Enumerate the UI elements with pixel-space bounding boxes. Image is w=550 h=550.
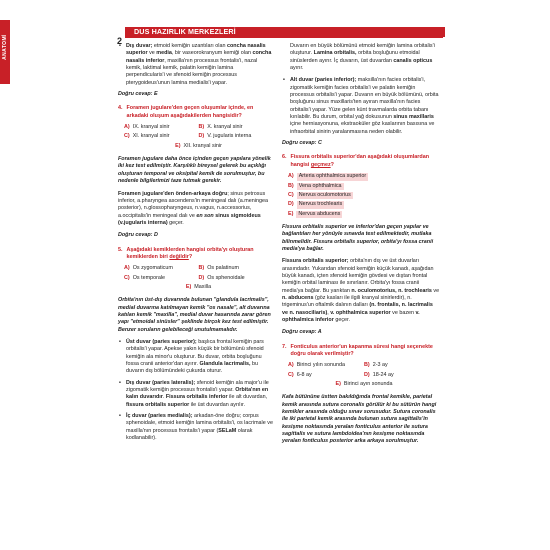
text: bu duvarın dış bölümündeki çukurda oturur.: [126, 361, 258, 375]
text: ayırır.: [290, 65, 304, 72]
page-number: 2: [117, 36, 123, 46]
question-text: [127, 247, 274, 262]
text: arkadan-öne doğru; corpus sphenoidale, etmoid kemiğin lamina orbitalis'i, os lacrimale ve maxilla'nın processus frontalis'i yapar (: [126, 413, 273, 434]
option-text: V. jugularis interna: [207, 133, 252, 140]
explanation-q4-intro: Foramen jugulare daha önce içinden geçen yapılara yönelik iki kez test edilmiştir. Karşılıklı bireysel gelerek bu açıklığı oluşturan temporal ve oksipital kemik de sorulmuştur, bu nedenle bilgilerimizi taze tutmak gerekir.: [118, 156, 271, 185]
option-c: [124, 275, 199, 282]
question-text: [291, 154, 441, 169]
option-d: [199, 275, 274, 282]
question-5: [118, 247, 273, 262]
option-letter: A): [288, 173, 294, 180]
option-letter: D): [288, 201, 294, 208]
option-b: [199, 124, 274, 131]
text: orbita boşluğunu etmoidal sinüslerden ayırır. İç duvarın, üst duvardan: [290, 50, 420, 64]
question-text-part: Fissura orbitalis superior'dan aşağıdaki oluşumlardan hangisi: [290, 154, 429, 168]
answer-q5: Doğru cevap: C: [282, 140, 322, 147]
question-7: [282, 344, 440, 359]
option-text: Birinci yılın sonunda: [296, 362, 345, 369]
option-b: [288, 183, 440, 190]
bold-term: (n. frontalis, n. lacrimalis ve n. nasociliaris): [282, 302, 433, 316]
bold-term: Fissura orbitalis inferior: [165, 394, 228, 401]
text: , maxilla'nın processus frontalis'i, nazal kemik, laktimal kemik, palatin kemiğin lamina perpendicularis'i ve sfenoid kemiğin processus pterygoideus'unun lamina medialis'i yapar.: [126, 57, 258, 86]
option-text: 6-8 ay: [296, 371, 312, 378]
header-title: DUS HAZIRLIK MERKEZLERİ: [134, 27, 236, 36]
option-letter: B): [364, 362, 370, 369]
bullet-ic-duvar: [118, 413, 273, 442]
option-c: [288, 372, 364, 379]
text: ve bazen: [390, 309, 416, 316]
bold-term: media: [156, 50, 172, 57]
option-d: [364, 372, 440, 379]
option-letter: C): [124, 274, 130, 281]
option-letter: E): [175, 142, 181, 149]
text: Duvarın en büyük bölümünü etmoid kemiğin lamina orbitalis'i oluşturur.: [290, 43, 435, 57]
italic-term: en son: [196, 212, 214, 219]
bullet-label: İç duvar (paries medialis);: [126, 413, 193, 420]
bold-term: Lamina orbitalis,: [313, 50, 357, 57]
option-a: [124, 124, 199, 131]
options-q5: [118, 265, 273, 291]
question-number: 5.: [118, 246, 123, 253]
option-text: Birinci ayın sonunda: [343, 381, 393, 388]
bold-term: Fissura orbitalis superior;: [282, 258, 349, 265]
bold-term: Glandula lacrimalis,: [199, 361, 251, 368]
option-text-highlighted: Nervus oculomotorius: [298, 191, 351, 198]
option-letter: C): [124, 133, 130, 140]
text: ; sinus petrosus inferior, a.pharyngea ascendens'in meningeal dalı (a.meningea posterior), n.glossopharyngeus, n.vagus, n.accessorius, a.occipitalis'in meningeal dalı ve: [118, 190, 268, 219]
option-text-highlighted: Vena ophthalmica: [298, 182, 342, 189]
bold-term: n. oculomotorius, n. trochlearis: [351, 287, 432, 294]
side-tab: [0, 20, 10, 84]
option-text: Os zygomaticum: [132, 265, 173, 272]
text: ve: [431, 287, 440, 294]
text: orbita'nın dış ve üst duvarları arasındadır. Yukarıdan sfenoid kemiğin küçük kanadı, aşağıdan büyük kanadı, içten sfenoid kemiğin gövdesi ve dıştan frontal kemiğin orbital laminası ile sınırlanır. Orbita'yı fossa cranii media'ya bağlar. Bu yarıktan: [282, 258, 434, 294]
option-letter: E): [335, 381, 341, 388]
option-letter: D): [198, 133, 205, 140]
bullet-ust-duvar: [118, 339, 273, 376]
options-q4: [118, 124, 273, 150]
question-text: Foramen jugulare'den geçen oluşumlar içinde, en arkadaki oluşum aşağıdakilerden hangisidir?: [126, 105, 254, 119]
bold-term: concha nasalis inferior: [126, 50, 272, 64]
option-c: [124, 133, 199, 140]
option-letter: E): [288, 210, 294, 217]
option-text: Os palatinum: [207, 265, 239, 272]
bold-term: sinus sigmoideus (v.jugularis interna): [118, 212, 261, 226]
explanation-q4-detail: [118, 191, 273, 228]
bullet-dis-duvar-lateralis: [118, 380, 273, 409]
option-e: [186, 284, 211, 291]
option-a: [288, 173, 440, 180]
text: sfenoid kemiğin ala major'u ile zigomatik kemiğin processus frontalis'i yapar.: [126, 379, 269, 394]
option-a: [288, 362, 364, 369]
left-column: [118, 43, 273, 446]
explanation-q5-intro: Orbita'nın üst-dış duvarında bulunan "glandula lacrimalis", medial duvarına katılmayan kemik "os nasale", alt duvarına katılan kemik "maxilla", medial duvar hasarında zarar gören yapı "etmoidal sinüsler" şeklinde birçok kez test edilmiştir. Benzer soruların gelebileceği unutulmamalıdır.: [118, 297, 271, 333]
question-text-part: ?: [188, 253, 193, 260]
text: (göz kasları ile ilgili kranyal sinirlerdir), n. trigeminus'un oftalmik dalının dalları: [282, 294, 412, 309]
question-text-underlined: geçmez: [310, 161, 331, 168]
options-q7: [282, 362, 440, 388]
option-e: [336, 381, 393, 388]
bullet-label: Dış duvar;: [126, 43, 153, 49]
option-e: [288, 211, 440, 218]
right-column: [282, 43, 440, 451]
option-letter: D): [364, 371, 370, 378]
answer-q4: Doğru cevap: D: [118, 232, 158, 239]
option-d: [288, 201, 440, 208]
bold-term: v. ophthalmica inferior: [282, 309, 420, 323]
text: , bir vaseorokranyum kemiği olan: [171, 50, 253, 57]
text: başlıca frontal kemiğin pars orbitalis'i yapar. Apekse yakın küçük bir bölümünü sfenoid kemiğin ala minor'u oluşturur. Bu duvar, orbita boşluğunu fossa cranii anterior'dan ayırır.: [126, 339, 264, 368]
explanation-q6-detail: [282, 258, 440, 324]
text: içine herniasyonuna, ekstraoküler göz kaslarının basısına ve infraorbital sinirin yaralanmasına neden olabilir.: [290, 121, 435, 135]
text: .: [162, 394, 166, 401]
option-c: [288, 192, 440, 199]
answer-q6: Doğru cevap: A: [282, 329, 322, 336]
option-text: XII. kranyal sinir: [183, 142, 222, 149]
option-text: XI. kranyal sinir: [132, 133, 170, 140]
explanation-q6-intro: Fissura orbitalis superior ve inferior'dan geçen yapılar ve bağlantıları her yönüyle sınavda test edilmektedir, mutlaka bilinmelidir. Fissura orbitalis superior, orbita'yı fossa cranii media'ya bağlar.: [282, 223, 434, 252]
bullet-alt-duvar: [282, 77, 440, 136]
bold-term: v. ophthalmica superior: [330, 309, 391, 316]
bold-term: concha nasalis superior: [126, 43, 266, 57]
text: ,: [327, 309, 331, 316]
question-number: 4.: [118, 105, 123, 112]
text: ile üst duvardan ayrılır.: [189, 401, 245, 408]
bold-term: fissura orbitalis superior: [126, 401, 190, 408]
option-d: [199, 133, 274, 140]
text: maksilla'nın facies orbitalis'i, zigomatik kemiğin facies orbitalis'i ve palatin kemiğin processus orbitalis'i yapar. Duvarın en büyük bölümünü, orbita boşluğunu sinus maxillaris'ten ayıran maxilla'nın facies orbitalis'i yapar. Yüze gelen künt travmalarda orbita tabanı kırılabilir. Bu durum, orbital yağ dokusunun: [290, 77, 439, 121]
option-text: IX. kranyal sinir: [132, 124, 170, 131]
option-text: X. kranyal sinir: [207, 124, 243, 131]
option-text-highlighted: Nervus trochlearis: [298, 201, 343, 208]
question-text-part: Aşağıdaki kemiklerden hangisi orbita'yı oluşturan kemiklerden biri: [126, 246, 254, 260]
bold-term: sinus maxillaris: [393, 114, 434, 121]
bold-term: Foramen jugulare'den önden-arkaya doğru: [118, 190, 228, 197]
option-e: [175, 143, 222, 150]
explanation-q7: Kafa bütününe üstten bakıldığında frontal kemikle, parietal kemik arasında sutura coronalis görülür ki bu sütürün hangi kemikler arasında olduğu sınav sorusudur. Sutura coronalis ile iki parietal kemik arasında bulunan sutura sagittalis'in kesişme noktasında yeralan fonticulus anterior ile sutura sagittalis ve sutura lambdoidea'nın kesişme noktasında yeralan fonticulus posterior arka arkaya sorulmuştur.: [282, 394, 437, 445]
question-number: 6.: [282, 154, 287, 161]
header-rule: [125, 37, 443, 38]
option-letter: D): [198, 274, 205, 281]
option-letter: A): [288, 362, 294, 369]
option-a: [124, 265, 199, 272]
question-6: [282, 154, 440, 169]
option-letter: A): [124, 124, 130, 131]
text: ile alt duvardan,: [227, 394, 268, 401]
side-tab-label: ANATOMİ: [2, 34, 8, 60]
bullet-label: Dış duvar (paries lateralis);: [126, 379, 196, 386]
option-letter: C): [288, 191, 294, 198]
option-text: 2-3 ay: [372, 362, 388, 369]
text: olarak kodlanabilir).: [126, 427, 253, 442]
option-text-highlighted: Arteria ophthalmica superior: [298, 173, 367, 180]
question-number: 7.: [282, 343, 287, 350]
question-text-underlined: değildir: [169, 253, 189, 260]
answer-q3: Doğru cevap: E: [118, 91, 158, 98]
continuation-ic-duvar: [282, 43, 440, 72]
option-b: [199, 265, 274, 272]
option-text: Os sphenoidale: [207, 274, 245, 281]
question-4: [118, 105, 273, 120]
option-text: Maxilla: [194, 283, 212, 290]
bullet-label: Alt duvar (paries inferior);: [290, 77, 357, 84]
option-text: Os temporale: [132, 274, 166, 281]
option-letter: B): [198, 124, 205, 131]
option-letter: C): [288, 371, 294, 378]
text: ve: [147, 50, 157, 57]
question-text-part: ?: [330, 161, 334, 168]
bullet-dis-duvar: [118, 43, 273, 87]
option-letter: B): [198, 265, 205, 272]
bold-term: canalis opticus: [393, 57, 433, 64]
text: geçer.: [333, 317, 351, 323]
bold-term: Orbita'nın en kalın duvarıdır: [126, 387, 269, 401]
option-text: 18-24 ay: [372, 371, 394, 378]
option-letter: E): [185, 283, 192, 290]
bold-term: n. abducens: [282, 294, 314, 301]
bullet-label: Üst duvar (paries superior);: [126, 339, 197, 345]
text: geçer.: [167, 219, 184, 226]
question-text: Fonticulus anterior'un kapanma süresi hangi seçenekte doğru olarak verilmiştir?: [290, 343, 433, 358]
text: etmoid kemiğin uzantıları olan: [152, 43, 227, 49]
options-q6: [282, 173, 440, 218]
option-text-highlighted: Nervus abducens: [298, 210, 341, 217]
option-letter: B): [288, 182, 294, 189]
option-letter: A): [124, 265, 130, 272]
bold-term: SELaM: [218, 427, 237, 434]
option-b: [364, 362, 440, 369]
